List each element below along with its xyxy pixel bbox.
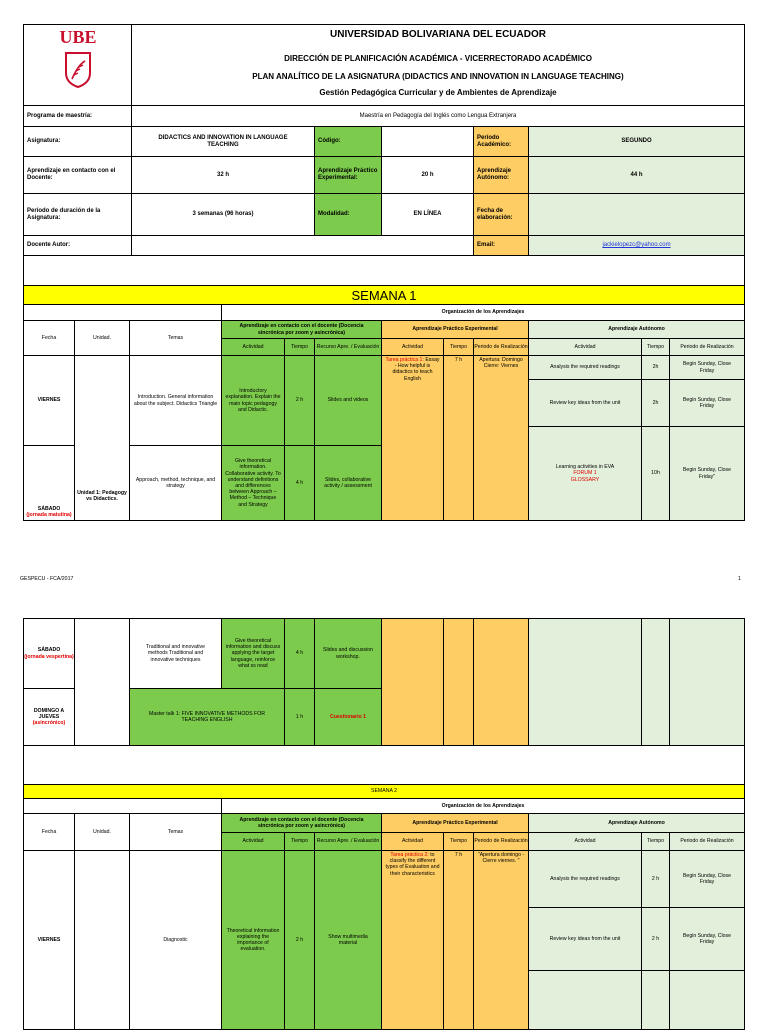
w2-viernes-tema: Diagnostic — [129, 850, 222, 1030]
p2-spacer-row — [23, 745, 745, 785]
sabado-2-jornada: (jornada vespertina) — [24, 653, 74, 660]
w2-temas-header: Temas — [129, 813, 222, 851]
w2-auto-2-actividad: Review key ideas from the unit — [528, 907, 642, 971]
w2-fecha-header: Fecha — [23, 813, 75, 851]
viernes-tema: Introduction. General information about the subject. Didactics Triangle — [129, 355, 222, 446]
modalidad-value: EN LÍNEA — [381, 193, 474, 236]
contacto-header: Aprendizaje en contacto con el docente (Docencia sincrónica por zoom y asincrónica) — [221, 320, 382, 339]
semana-2-banner — [23, 784, 745, 799]
sabado-actividad: Give theoretical information. Collaborative activity. To understand definitions and differences between Approach – Method – Technique and Strategy — [221, 445, 285, 521]
fecha-header: Fecha — [23, 320, 75, 356]
w2-viernes-recurso: Show multimedia material — [314, 850, 382, 1030]
w2-practico-tiempo-header: Tiempo — [443, 832, 474, 851]
contacto-value: 32 h — [131, 156, 315, 194]
w2-organizacion-header: Organización de los Aprendizajes — [221, 798, 745, 814]
codigo-label: Código: — [314, 126, 382, 157]
w2-header-left-blank — [23, 798, 222, 814]
header-left-blank — [23, 304, 222, 321]
practico-actividad-header: Actividad — [381, 338, 444, 356]
practica-2-text: to classify the different types of Evaluation and their characteristics — [385, 852, 440, 877]
cuestionario-1: Cuestionario 1 — [314, 688, 382, 746]
w2-contacto-recurso-header: Recurso Apre. / Evaluación — [314, 832, 382, 851]
contacto-actividad-header: Actividad — [221, 338, 285, 356]
w2-contacto-header: Aprendizaje en contacto con el docente (Docencia sincrónica por zoom y asincrónica) — [221, 813, 382, 833]
duracion-label: Período de duración de la Asignatura: — [23, 193, 132, 236]
semana-1-title: SEMANA 1 — [351, 287, 417, 303]
w2-auto-2-tiempo: 2 h — [641, 907, 670, 971]
w2-practico-actividad-header: Actividad — [381, 832, 444, 851]
temas-header: Temas — [129, 320, 222, 356]
auto-3-text: Learning activities in EVA — [555, 464, 615, 471]
w2-auto-3-actividad — [528, 970, 642, 1030]
master-talk-tiempo: 1 h — [284, 688, 315, 746]
duracion-value: 3 semanas (96 horas) — [131, 193, 315, 236]
auto-3-tiempo: 10h — [641, 426, 670, 521]
modalidad-label: Modalidad: — [314, 193, 382, 236]
w2-auto-3-periodo — [669, 970, 745, 1030]
codigo-value — [381, 126, 474, 157]
practica-1-text: Essay - How helpful is didactics to teach English — [392, 357, 440, 382]
practica-1-actividad — [381, 355, 444, 521]
semana-2-title: SEMANA 2 — [371, 788, 397, 795]
auto-2-tiempo: 2h — [641, 379, 670, 427]
domingo-label: DOMINGO A JUEVES — [33, 707, 65, 720]
auto-2-periodo: Begin Sunday, Close Friday — [669, 379, 745, 427]
practico-value: 20 h — [381, 156, 474, 194]
viernes-actividad: Introductory explanation. Explain the main topic pedagogy and Didactic. — [221, 355, 285, 446]
footer-page-number: 1 — [738, 576, 741, 582]
w2-viernes-tiempo: 2 h — [284, 850, 315, 1030]
practico-header: Aprendizaje Práctico Experimental — [381, 320, 529, 339]
unidad-1-cell — [74, 355, 130, 521]
sabado-vespertina-unidad — [74, 618, 130, 746]
periodo-value: SEGUNDO — [528, 126, 745, 157]
practica-2-label: Tarea práctica 2: — [390, 852, 429, 858]
w2-autonomo-actividad-header: Actividad — [528, 832, 642, 851]
w2-auto-2-periodo: Begin Sunday, Close Friday — [669, 907, 745, 971]
logo-cell — [23, 24, 132, 106]
w2-autonomo-tiempo-header: Tiempo — [641, 832, 670, 851]
fecha-elaboracion-value — [528, 193, 745, 236]
w2-viernes-actividad: Theoretical information explaining the importance of evaluation. — [221, 850, 285, 1030]
unidad-1-label: Unidad 1: Pedagogy vs Didactics. — [77, 489, 127, 502]
sabado-recurso: Slides, collaborative activity / assessment — [314, 445, 382, 521]
practica-2-periodo: "Apertura domingo - Cierre viernes. " — [473, 850, 529, 1030]
p2-auto-blank-2 — [641, 618, 670, 746]
w2-unidad-header: Unidad. — [74, 813, 130, 851]
ube-shield-icon — [64, 51, 92, 89]
periodo-label: Período Académico: — [473, 126, 529, 157]
sabado-jornada: (jornada matutina) — [26, 511, 72, 518]
w2-practico-periodo-header: Periodo de Realización — [473, 832, 529, 851]
domingo-jornada: (asincrónico) — [32, 720, 66, 727]
w2-autonomo-header: Aprendizaje Autónomo — [528, 813, 745, 833]
sabado-tema: Approach, method, technique, and strategy — [129, 445, 222, 521]
email-link[interactable]: jackielopezc@yahoo.com — [602, 242, 671, 248]
sabado-vespertina-recurso: Slides and discussion workshop. — [314, 618, 382, 689]
viernes-tiempo: 2 h — [284, 355, 315, 446]
autonomo-value: 44 h — [528, 156, 745, 194]
autonomo-tiempo-header: Tiempo — [641, 338, 670, 356]
sabado-vespertina-fecha — [23, 618, 75, 689]
w2-auto-1-periodo: Begin Sunday, Close Friday — [669, 850, 745, 908]
organizacion-header: Organización de los Aprendizajes — [221, 304, 745, 321]
autonomo-label: Aprendizaje Autónomo: — [473, 156, 529, 194]
w2-auto-3-tiempo — [641, 970, 670, 1030]
autonomo-header: Aprendizaje Autónomo — [528, 320, 745, 339]
w2-practico-header: Aprendizaje Práctico Experimental — [381, 813, 529, 833]
p2-auto-blank-1 — [528, 618, 642, 746]
page-2 — [0, 600, 768, 1024]
auto-1-actividad: Analysis the required readings — [528, 355, 642, 380]
w2-autonomo-periodo-header: Periodo de Realización — [669, 832, 745, 851]
contacto-recurso-header: Recurso Apre. / Evaluación — [314, 338, 382, 356]
practica-1-label: Tarea práctica 1: — [385, 357, 424, 363]
practica-2-tiempo: 7 h — [443, 850, 474, 1030]
p2-practica-blank-3 — [473, 618, 529, 746]
programa-label: Programa de maestría: — [23, 105, 132, 127]
p2-practica-blank-2 — [443, 618, 474, 746]
docente-value — [131, 235, 474, 256]
practica-1-tiempo: 7 h — [443, 355, 474, 521]
autonomo-periodo-header: Periodo de Realización — [669, 338, 745, 356]
sabado-vespertina-actividad: Give theoretical information and discuss applying the target language, reinforce what ss read — [221, 618, 285, 689]
viernes-fecha: VIERNES — [23, 355, 75, 446]
programa-value: Maestría en Pedagogía del Inglés como Lengua Extranjera — [131, 105, 745, 127]
header-titles — [131, 24, 745, 106]
viernes-recurso: Slides and videos — [314, 355, 382, 446]
autonomo-actividad-header: Actividad — [528, 338, 642, 356]
practica-1-periodo: Apertura: Domingo Cierre: Viernes — [473, 355, 529, 521]
practica-2-actividad — [381, 850, 444, 1030]
sabado-tiempo: 4 h — [284, 445, 315, 521]
sabado-vespertina-tiempo: 4 h — [284, 618, 315, 689]
sabado-label: SÁBADO — [37, 505, 61, 512]
spacer-row — [23, 255, 745, 286]
w2-contacto-actividad-header: Actividad — [221, 832, 285, 851]
email-value-cell — [528, 235, 745, 256]
practico-tiempo-header: Tiempo — [443, 338, 474, 356]
docente-label: Docente Autor: — [23, 235, 132, 256]
w2-auto-1-tiempo: 2 h — [641, 850, 670, 908]
contacto-label: Aprendizaje en contacto con el Docente: — [23, 156, 132, 194]
p2-practica-blank-1 — [381, 618, 444, 746]
auto-1-tiempo: 2h — [641, 355, 670, 380]
asignatura-label: Asignatura: — [23, 126, 132, 157]
auto-1-periodo: Begin Sunday, Close Friday — [669, 355, 745, 380]
semana-1-banner — [23, 285, 745, 305]
auto-3-actividad — [528, 426, 642, 521]
footer-code: GESPECU - FCA/2017 — [20, 576, 74, 582]
practico-periodo-header: Periodo de Realización — [473, 338, 529, 356]
practico-label: Aprendizaje Práctico Experimental: — [314, 156, 382, 194]
ube-logo-text: UBE — [59, 27, 97, 47]
sabado-fecha — [23, 445, 75, 521]
university-title: UNIVERSIDAD BOLIVARIANA DEL ECUADOR — [330, 29, 546, 40]
gestion-title: Gestión Pedagógica Curricular y de Ambientes de Aprendizaje — [319, 88, 557, 97]
w2-unidad — [74, 850, 130, 1030]
auto-3-periodo: Begin Sunday, Close Friday" — [669, 426, 745, 521]
plan-title: PLAN ANALÍTICO DE LA ASIGNATURA (DIDACTICS AND INNOVATION IN LANGUAGE TEACHING) — [252, 72, 624, 81]
fecha-elaboracion-label: Fecha de elaboración: — [473, 193, 529, 236]
unidad-header: Unidad. — [74, 320, 130, 356]
master-talk-cell: Master talk 1: FIVE INNOVATIVE METHODS FOR TEACHING ENGLISH — [129, 688, 285, 746]
w2-contacto-tiempo-header: Tiempo — [284, 832, 315, 851]
asignatura-value: DIDACTICS AND INNOVATION IN LANGUAGE TEACHING — [131, 126, 315, 157]
auto-2-actividad: Review key ideas from the unit — [528, 379, 642, 427]
sabado-vespertina-tema: Traditional and innovative methods Traditional and innovative techniques — [129, 618, 222, 689]
sabado-2-label: SÁBADO — [37, 647, 61, 654]
domingo-fecha — [23, 688, 75, 746]
forum-1-label: FORUM 1 — [573, 470, 597, 477]
contacto-tiempo-header: Tiempo — [284, 338, 315, 356]
p2-auto-blank-3 — [669, 618, 745, 746]
email-label: Email: — [473, 235, 529, 256]
glossary-label: GLOSSARY — [570, 476, 600, 483]
w2-viernes-fecha: VIERNES — [23, 850, 75, 1030]
direction-title: DIRECCIÓN DE PLANIFICACIÓN ACADÉMICA - VICERRECTORADO ACADÉMICO — [284, 54, 592, 63]
w2-auto-1-actividad: Analysis the required readings — [528, 850, 642, 908]
